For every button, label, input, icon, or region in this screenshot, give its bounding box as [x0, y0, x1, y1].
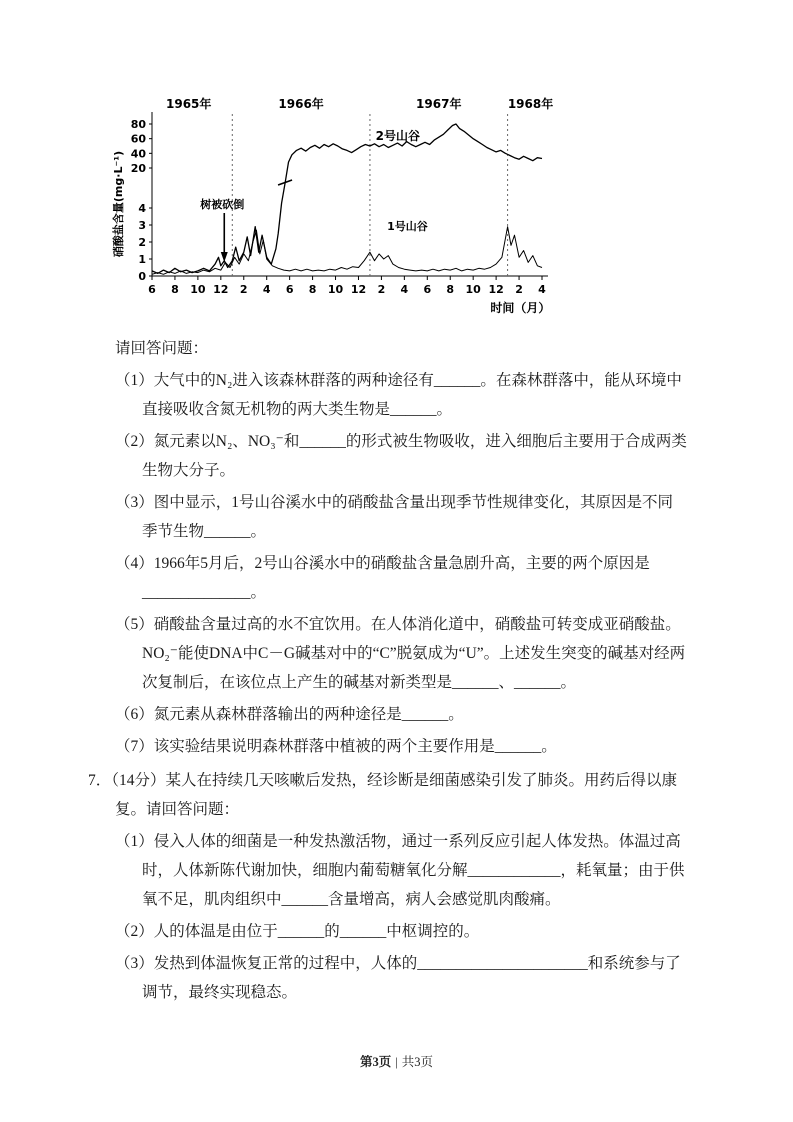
x-tick-label: 4	[538, 283, 546, 296]
prompt-line: 请回答问题：	[115, 340, 209, 357]
footer-separator: |	[395, 1055, 398, 1069]
year-label: 1966年	[278, 97, 324, 111]
y-tick-label: 0	[138, 270, 146, 283]
page-footer	[0, 1052, 793, 1070]
x-tick-label: 6	[285, 283, 294, 296]
question-7-part-1: （1）侵入人体的细菌是一种发热激活物，通过一系列反应引起人体发热。体温过高时，人体新陈代谢加快，细胞内葡萄糖氧化分解____________，耗氧量；由于供氧不足，肌肉组织中______含量增高，病人会感觉肌肉酸痛。	[115, 833, 685, 908]
x-tick-label: 8	[446, 283, 455, 296]
x-tick-label: 12	[488, 283, 504, 296]
y-tick-label: 2	[138, 236, 146, 249]
x-tick-label: 8	[308, 283, 317, 296]
x-axis-title: 时间（月）	[490, 301, 551, 315]
series-label-valley-2: 2号山谷	[375, 129, 421, 143]
year-label: 1965年	[166, 97, 212, 111]
x-tick-label: 4	[400, 283, 409, 296]
footer-total-pages: 共3页	[401, 1055, 434, 1069]
x-tick-label: 6	[148, 283, 156, 296]
y-tick-label: 3	[138, 219, 146, 232]
y-tick-label: 1	[138, 253, 146, 266]
x-tick-label: 10	[327, 283, 344, 296]
x-tick-label: 12	[213, 283, 229, 296]
x-tick-label: 2	[239, 283, 248, 296]
x-tick-label: 4	[262, 283, 271, 296]
question-7-stem: 7．（14分）某人在持续几天咳嗽后发热，经诊断是细菌感染引发了肺炎。用药后得以康复。请回答问题：	[88, 772, 678, 818]
x-tick-label: 2	[377, 283, 386, 296]
figure-nitrate-chart	[110, 96, 590, 326]
y-tick-label: 20	[130, 162, 146, 175]
question-7-part-3: （3）发热到体温恢复正常的过程中，人体的______________________和系统参与了调节，最终实现稳态。	[115, 955, 681, 1001]
question-6-part-6: （6）氮元素从森林群落输出的两种途径是______。	[115, 706, 464, 723]
footer-page-number: 第3页	[359, 1055, 392, 1069]
x-tick-label: 8	[171, 283, 179, 296]
y-tick-label: 40	[130, 147, 146, 161]
nitrate-chart-svg	[110, 96, 588, 324]
question-content	[88, 334, 688, 1010]
question-6-part-3: （3）图中显示，1号山谷溪水中的硝酸盐含量出现季节性规律变化，其原因是不同季节生物______。	[115, 494, 674, 540]
year-label: 1968年	[507, 97, 554, 111]
y-tick-label: 60	[130, 132, 146, 146]
question-6-part-7: （7）该实验结果说明森林群落中植被的两个主要作用是______。	[115, 738, 557, 755]
series-label-valley-1: 1号山谷	[387, 220, 428, 233]
y-axis-title: 硝酸盐含量(mg·L⁻¹)	[112, 150, 125, 258]
series-line-2	[152, 227, 542, 275]
x-tick-label: 2	[515, 283, 523, 296]
x-tick-label: 6	[423, 283, 432, 296]
y-tick-label: 4	[138, 202, 146, 215]
x-tick-label: 10	[465, 283, 481, 296]
annotation-trees-cut: 树被砍倒	[200, 198, 245, 211]
year-label: 1967年	[416, 97, 462, 111]
question-6-part-2: （2）氮元素以N₂、NO₃⁻和______的形式被生物吸收，进入细胞后主要用于合成两类生物大分子。	[115, 433, 687, 479]
question-7-part-2: （2）人的体温是由位于______的______中枢调控的。	[115, 923, 480, 940]
x-tick-label: 10	[190, 283, 206, 296]
y-tick-label: 80	[130, 118, 146, 131]
question-6-part-4: （4）1966年5月后，2号山谷溪水中的硝酸盐含量急剧升高，主要的两个原因是______________。	[115, 555, 650, 601]
question-6-part-5: （5）硝酸盐含量过高的水不宜饮用。在人体消化道中，硝酸盐可转变成亚硝酸盐。NO₂⁻能使DNA中C－G碱基对中的“C”脱氨成为“U”。上述发生突变的碱基对经两次复制后，在该位点上产生的碱基对新类型是______、______。	[115, 616, 686, 691]
x-tick-label: 12	[350, 283, 367, 296]
question-6-part-1: （1）大气中的N₂进入该森林群落的两种途径有______。在森林群落中，能从环境中直接吸收含氮无机物的两大类生物是______。	[115, 372, 682, 418]
